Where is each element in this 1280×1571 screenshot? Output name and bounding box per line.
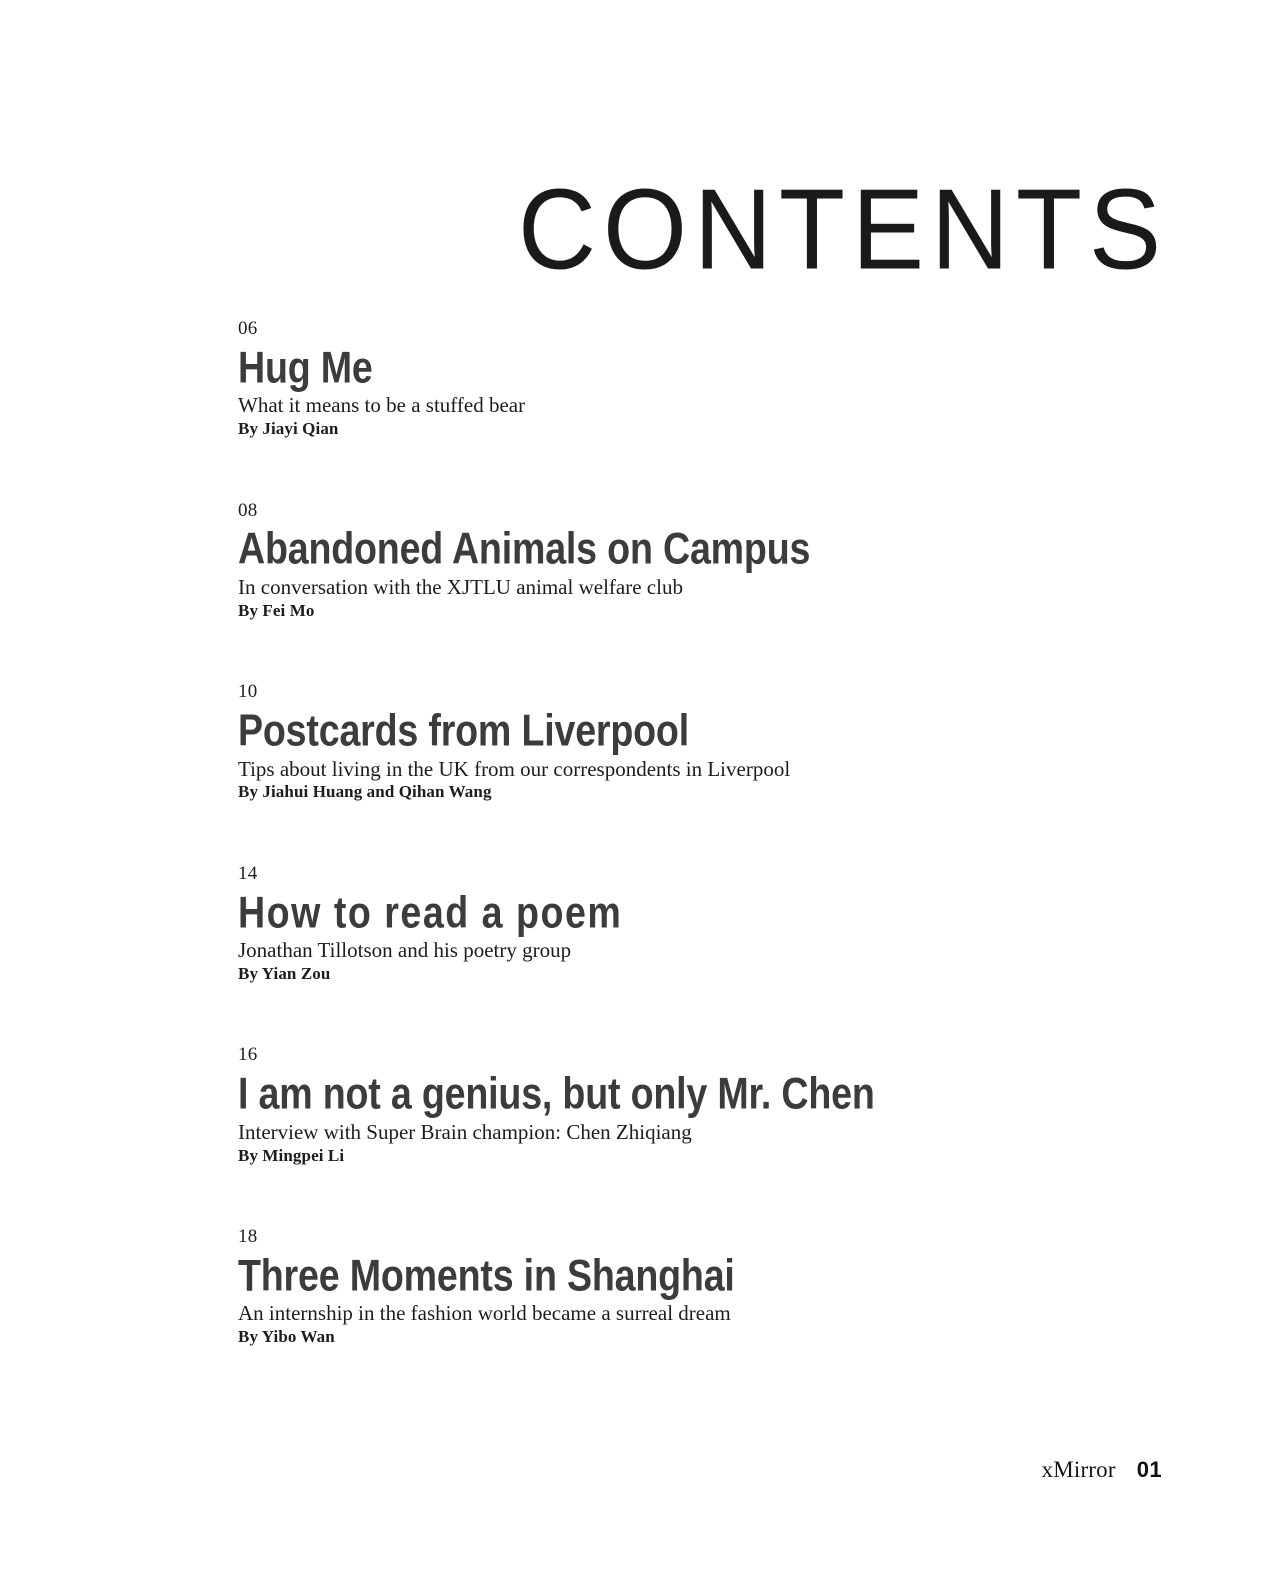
- entry-page-number: 08: [238, 499, 258, 521]
- entry-title[interactable]: How to read a poem: [238, 887, 623, 938]
- entry-page-number: 16: [238, 1044, 258, 1066]
- entry-page-number: 06: [238, 318, 258, 339]
- entry-byline: By Mingpei Li: [238, 1145, 345, 1165]
- entry-subtitle: What it means to be a stuffed bear: [238, 393, 526, 418]
- toc-entry[interactable]: [238, 681, 1078, 803]
- entry-byline: By Yibo Wan: [238, 1327, 335, 1347]
- entry-byline: By Jiayi Qian: [238, 419, 339, 439]
- entry-subtitle: Tips about living in the UK from our correspondents in Liverpool: [238, 756, 791, 781]
- folio-number: 01: [1136, 1457, 1162, 1482]
- page-footer: [1042, 1457, 1163, 1483]
- entry-title[interactable]: I am not a genius, but only Mr. Chen: [238, 1069, 875, 1119]
- entry-page-number: 18: [238, 1225, 258, 1247]
- toc-entry[interactable]: [238, 1044, 1078, 1166]
- toc-entry[interactable]: [238, 1226, 1078, 1348]
- magazine-brand: xMirror: [1041, 1457, 1116, 1482]
- entry-byline: By Yian Zou: [238, 963, 331, 983]
- entry-title[interactable]: Hug Me: [238, 343, 373, 393]
- entry-byline: By Fei Mo: [238, 600, 315, 620]
- entry-title[interactable]: Abandoned Animals on Campus: [238, 524, 811, 574]
- entry-page-number: 14: [238, 862, 258, 884]
- entry-page-number: 10: [238, 681, 258, 703]
- entry-title[interactable]: Three Moments in Shanghai: [238, 1251, 735, 1301]
- page-title-text: CONTENTS: [518, 164, 1168, 293]
- entry-subtitle: Jonathan Tillotson and his poetry group: [238, 938, 572, 963]
- toc-entry[interactable]: [238, 500, 1078, 622]
- entry-subtitle: In conversation with the XJTLU animal welfare club: [238, 575, 683, 600]
- table-of-contents: [238, 318, 1078, 1348]
- entry-subtitle: Interview with Super Brain champion: Chen Zhiqiang: [238, 1119, 692, 1144]
- entry-title[interactable]: Postcards from Liverpool: [238, 706, 689, 756]
- toc-entry[interactable]: [238, 863, 1078, 985]
- page-title: [0, 164, 1168, 293]
- entry-subtitle: An internship in the fashion world became a surreal dream: [238, 1301, 731, 1326]
- entry-byline: By Jiahui Huang and Qihan Wang: [238, 782, 492, 802]
- toc-entry[interactable]: [238, 318, 1078, 440]
